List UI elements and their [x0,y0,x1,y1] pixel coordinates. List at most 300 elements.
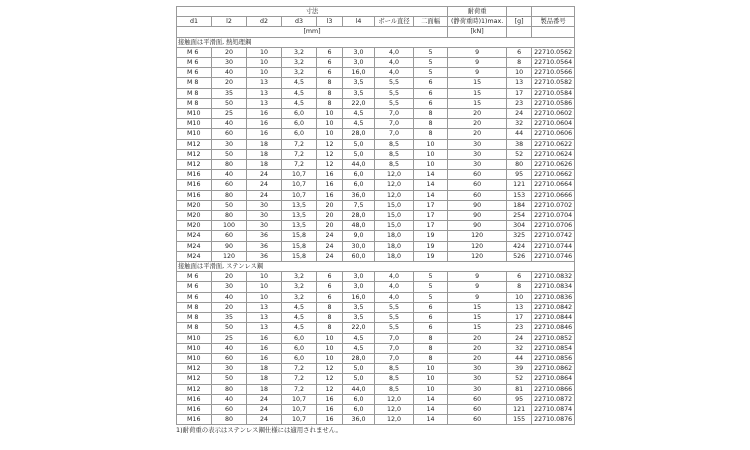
table-cell: 90 [448,211,507,221]
table-cell: 8 [414,129,448,139]
table-cell: M12 [177,139,212,149]
table-row [177,119,575,129]
table-cell: 254 [507,211,532,221]
table-cell: 22710.0856 [532,353,575,363]
table-cell: 50 [212,323,247,333]
table-cell: 9 [448,47,507,57]
table-row [177,241,575,251]
table-cell: 28,0 [343,211,375,221]
table-cell: M 6 [177,47,212,57]
table-cell: 3,2 [282,282,317,292]
spec-table-container [176,6,574,435]
header-load-2: (静荷重時)1)max. [448,17,507,27]
table-row [177,170,575,180]
section-header-row [177,262,575,272]
table-cell: 50 [212,374,247,384]
table-cell: 5,5 [375,98,414,108]
table-cell: 3,0 [343,58,375,68]
table-cell: 8,5 [375,364,414,374]
table-cell: 5,5 [375,78,414,88]
table-cell: 20 [317,211,343,221]
table-row [177,374,575,384]
table-cell: 6,0 [343,394,375,404]
table-cell: 44,0 [343,160,375,170]
table-cell: 28,0 [343,353,375,363]
header-l3: l3 [317,17,343,27]
table-cell: M16 [177,170,212,180]
table-cell: 8,5 [375,139,414,149]
table-cell: 80 [212,211,247,221]
table-cell: 22710.0854 [532,343,575,353]
header-row-3 [177,27,575,37]
table-cell: 10 [414,364,448,374]
table-cell: 8 [317,98,343,108]
table-cell: 8 [317,302,343,312]
table-cell: 4,5 [282,323,317,333]
table-cell: 7,2 [282,364,317,374]
table-cell: 3,0 [343,272,375,282]
table-row [177,68,575,78]
table-cell: 6 [414,323,448,333]
table-cell: M12 [177,160,212,170]
table-cell: 13 [247,98,282,108]
table-cell: 6 [317,47,343,57]
table-cell: 52 [507,149,532,159]
table-cell: 13 [247,78,282,88]
table-cell: 12,0 [375,404,414,414]
table-cell: 10 [247,292,282,302]
table-cell: 22710.0662 [532,170,575,180]
table-cell: 22,0 [343,98,375,108]
table-row [177,160,575,170]
table-row [177,190,575,200]
table-cell: 3,5 [343,313,375,323]
header-blank-part [532,7,575,17]
table-cell: 15,0 [375,200,414,210]
table-cell: 5 [414,47,448,57]
table-cell: 19 [414,231,448,241]
table-cell: 22710.0874 [532,404,575,414]
table-cell: 22710.0836 [532,292,575,302]
header-unit-mm: [mm] [177,27,448,37]
table-cell: 10,7 [282,394,317,404]
section-title: 接触面は平滑面, 熱処理鋼 [177,37,575,47]
table-cell: 13 [507,78,532,88]
table-row [177,58,575,68]
table-cell: M10 [177,343,212,353]
table-cell: 22710.0844 [532,313,575,323]
table-cell: 14 [414,404,448,414]
table-cell: 15 [448,98,507,108]
table-row [177,394,575,404]
table-cell: 19 [414,241,448,251]
table-cell: M24 [177,251,212,261]
table-cell: 6 [317,282,343,292]
table-cell: M 6 [177,282,212,292]
table-cell: 7,0 [375,353,414,363]
table-cell: 60 [448,180,507,190]
table-cell: 60 [212,231,247,241]
table-cell: 13 [507,302,532,312]
table-cell: 12 [317,139,343,149]
table-row [177,302,575,312]
table-cell: M 6 [177,272,212,282]
table-cell: 9 [448,272,507,282]
table-cell: 10 [247,272,282,282]
table-cell: 12 [317,374,343,384]
table-cell: 10,7 [282,190,317,200]
table-cell: 14 [414,415,448,425]
table-cell: 5 [414,68,448,78]
table-cell: 3,5 [343,78,375,88]
table-cell: 40 [212,170,247,180]
table-cell: 3,2 [282,58,317,68]
table-cell: 50 [212,98,247,108]
table-cell: 17 [414,221,448,231]
footnote: 1)耐荷重の表示はステンレス鋼仕様には適用されません。 [176,426,342,435]
table-cell: 20 [448,119,507,129]
table-cell: M12 [177,149,212,159]
table-cell: 10 [507,292,532,302]
table-cell: 120 [448,241,507,251]
table-cell: 25 [212,109,247,119]
table-cell: 8 [414,119,448,129]
header-blank-g2 [507,27,532,37]
table-cell: 8 [317,88,343,98]
header-blank-part2 [532,27,575,37]
table-cell: M 8 [177,78,212,88]
table-cell: 22710.0582 [532,78,575,88]
table-cell: 12,0 [375,415,414,425]
table-cell: 17 [414,200,448,210]
table-cell: 14 [414,394,448,404]
header-load-1: 耐荷重 [448,7,507,17]
table-cell: 30 [448,160,507,170]
table-cell: 18,0 [375,241,414,251]
table-cell: 15,8 [282,241,317,251]
table-cell: 80 [507,160,532,170]
table-cell: 3,0 [343,47,375,57]
table-cell: 44,0 [343,384,375,394]
table-cell: 36 [247,251,282,261]
table-cell: 16 [247,119,282,129]
table-cell: 60 [212,404,247,414]
table-cell: 10 [507,68,532,78]
table-cell: M16 [177,394,212,404]
table-row [177,282,575,292]
table-cell: 16 [247,129,282,139]
header-dims: 寸法 [177,7,448,17]
table-cell: M24 [177,231,212,241]
table-cell: 22710.0832 [532,272,575,282]
table-cell: 5,5 [375,323,414,333]
table-cell: 10 [247,282,282,292]
table-cell: 30 [212,139,247,149]
table-cell: 35 [212,88,247,98]
table-cell: 6 [414,88,448,98]
table-cell: M16 [177,180,212,190]
section-header-row [177,37,575,47]
table-row [177,129,575,139]
table-cell: 10 [317,333,343,343]
table-cell: 4,0 [375,272,414,282]
table-cell: 23 [507,98,532,108]
table-cell: M20 [177,211,212,221]
table-cell: 15,8 [282,231,317,241]
table-cell: M 8 [177,302,212,312]
table-cell: 32 [507,343,532,353]
table-cell: 22710.0586 [532,98,575,108]
table-cell: 20 [212,47,247,57]
table-cell: M 8 [177,88,212,98]
table-cell: 20 [212,78,247,88]
table-cell: 22710.0602 [532,109,575,119]
table-row [177,47,575,57]
table-cell: 40 [212,343,247,353]
table-cell: M 8 [177,313,212,323]
table-cell: 5,0 [343,364,375,374]
table-cell: 8 [414,333,448,343]
table-cell: 13,5 [282,221,317,231]
table-cell: 80 [212,384,247,394]
table-cell: 10 [414,374,448,384]
table-cell: 20 [448,353,507,363]
table-cell: 304 [507,221,532,231]
table-cell: 30 [448,374,507,384]
table-cell: 3,2 [282,292,317,302]
table-cell: 121 [507,180,532,190]
table-cell: 4,5 [282,302,317,312]
table-cell: 24 [247,190,282,200]
header-row-1 [177,7,575,17]
table-cell: 22710.0584 [532,88,575,98]
table-cell: 18,0 [375,251,414,261]
table-cell: 40 [212,394,247,404]
table-cell: 24 [317,231,343,241]
table-cell: 9,0 [343,231,375,241]
table-cell: 7,2 [282,139,317,149]
table-cell: 10 [317,129,343,139]
table-cell: 22710.0564 [532,58,575,68]
table-cell: 7,5 [343,200,375,210]
table-cell: 44 [507,353,532,363]
header-row-2 [177,17,575,27]
table-cell: 4,5 [282,98,317,108]
table-cell: 28,0 [343,129,375,139]
table-row [177,333,575,343]
table-cell: 25 [212,333,247,343]
table-cell: 80 [212,190,247,200]
table-cell: 10,7 [282,180,317,190]
table-cell: 325 [507,231,532,241]
table-cell: 22710.0842 [532,302,575,312]
table-cell: M24 [177,241,212,251]
table-cell: 120 [448,251,507,261]
table-cell: 22710.0566 [532,68,575,78]
table-cell: 30 [448,149,507,159]
table-cell: 5,5 [375,313,414,323]
table-row [177,384,575,394]
table-cell: 6 [317,272,343,282]
table-cell: 20 [448,333,507,343]
table-row [177,323,575,333]
header-l2: l2 [212,17,247,27]
table-cell: 90 [448,221,507,231]
table-cell: 10,7 [282,170,317,180]
table-cell: 60 [448,170,507,180]
table-cell: 10 [414,160,448,170]
table-cell: 7,0 [375,119,414,129]
table-cell: 40 [212,292,247,302]
table-cell: 22710.0606 [532,129,575,139]
table-cell: 18 [247,139,282,149]
table-row [177,211,575,221]
table-cell: 8,5 [375,149,414,159]
table-cell: 15 [448,78,507,88]
table-row [177,251,575,261]
table-cell: 6 [414,302,448,312]
table-cell: 80 [212,160,247,170]
table-cell: 7,2 [282,384,317,394]
table-cell: 10 [317,343,343,353]
table-cell: 18 [247,149,282,159]
table-cell: 424 [507,241,532,251]
table-cell: 22710.0704 [532,211,575,221]
table-row [177,292,575,302]
table-row [177,139,575,149]
table-cell: 8,5 [375,384,414,394]
table-row [177,98,575,108]
table-cell: 5 [414,292,448,302]
table-cell: 22,0 [343,323,375,333]
table-cell: 8,5 [375,374,414,384]
table-cell: 44 [507,129,532,139]
table-cell: 60 [448,190,507,200]
table-cell: 22710.0604 [532,119,575,129]
table-cell: 16 [317,190,343,200]
table-cell: 4,0 [375,282,414,292]
table-cell: 6,0 [282,119,317,129]
table-cell: 15 [448,88,507,98]
table-cell: 16 [317,415,343,425]
table-cell: 60,0 [343,251,375,261]
table-cell: 6 [414,98,448,108]
table-cell: 12,0 [375,190,414,200]
table-cell: 16,0 [343,68,375,78]
table-cell: 22710.0746 [532,251,575,261]
spec-table [176,6,575,425]
table-cell: 16 [247,353,282,363]
table-row [177,149,575,159]
table-cell: 7,2 [282,374,317,384]
table-cell: 8 [507,282,532,292]
table-cell: 5,0 [343,374,375,384]
table-cell: M 6 [177,68,212,78]
table-cell: 90 [212,241,247,251]
table-cell: 30 [247,200,282,210]
table-cell: 6,0 [343,170,375,180]
table-cell: 8 [317,78,343,88]
table-cell: 38 [507,139,532,149]
table-cell: 6 [317,58,343,68]
table-cell: 6,0 [282,353,317,363]
table-cell: 14 [414,180,448,190]
table-cell: 22710.0666 [532,190,575,200]
table-cell: 5,5 [375,302,414,312]
table-cell: 24 [507,109,532,119]
table-cell: 22710.0876 [532,415,575,425]
table-cell: 60 [212,129,247,139]
table-cell: 15 [448,313,507,323]
header-d1: d1 [177,17,212,27]
table-cell: 13,5 [282,200,317,210]
table-cell: 32 [507,119,532,129]
table-cell: M 8 [177,323,212,333]
table-cell: 22710.0664 [532,180,575,190]
table-cell: 10 [247,58,282,68]
table-cell: 20 [212,272,247,282]
table-cell: 81 [507,384,532,394]
table-cell: 20 [212,302,247,312]
spec-table-body [177,7,575,425]
table-row [177,200,575,210]
table-cell: 60 [212,353,247,363]
table-cell: M12 [177,384,212,394]
table-cell: 5,0 [343,149,375,159]
table-cell: 22710.0562 [532,47,575,57]
table-row [177,272,575,282]
table-cell: 9 [448,292,507,302]
table-cell: 30 [448,364,507,374]
table-cell: 121 [507,404,532,414]
table-cell: 155 [507,415,532,425]
table-cell: 23 [507,323,532,333]
table-row [177,353,575,363]
table-cell: 15 [448,302,507,312]
table-cell: 15,8 [282,251,317,261]
table-cell: 6 [317,292,343,302]
table-cell: 10,7 [282,415,317,425]
table-cell: 20 [317,200,343,210]
table-cell: M 8 [177,98,212,108]
table-cell: 24 [317,241,343,251]
table-cell: M20 [177,200,212,210]
table-cell: 24 [317,251,343,261]
table-cell: M10 [177,109,212,119]
table-cell: 36 [247,231,282,241]
table-cell: 10 [317,119,343,129]
table-cell: 22710.0624 [532,149,575,159]
table-cell: 36,0 [343,190,375,200]
table-cell: M 6 [177,58,212,68]
table-cell: M 6 [177,292,212,302]
table-cell: 95 [507,170,532,180]
header-d2: d2 [247,17,282,27]
table-cell: 12 [317,160,343,170]
table-cell: 36,0 [343,415,375,425]
table-row [177,313,575,323]
table-cell: 22710.0744 [532,241,575,251]
table-cell: 10 [414,139,448,149]
table-cell: 30,0 [343,241,375,251]
table-row [177,88,575,98]
table-cell: 22710.0834 [532,282,575,292]
header-d3: d3 [282,17,317,27]
table-cell: 50 [212,200,247,210]
table-cell: 6,0 [343,180,375,190]
table-cell: 30 [448,139,507,149]
table-cell: M12 [177,374,212,384]
